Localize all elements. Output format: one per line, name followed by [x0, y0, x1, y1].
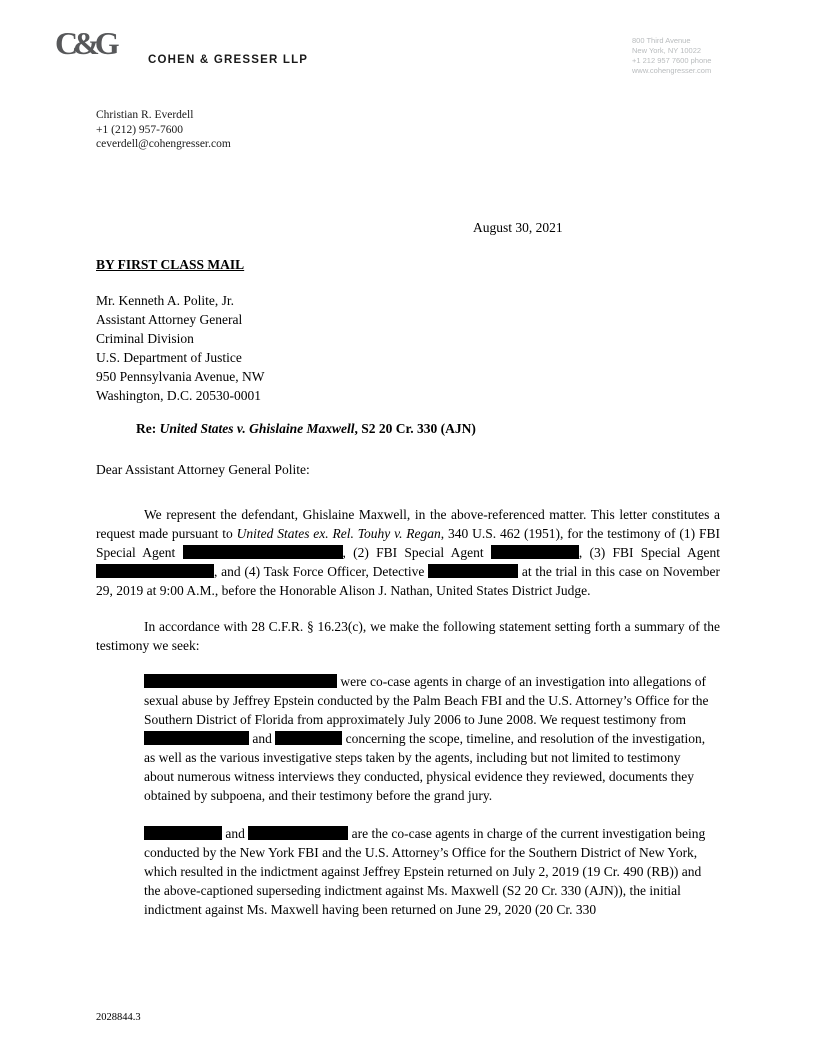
paragraph-text: , 340 U.S. 462 (1951), for the testimony of (1) FBI Special Agent — [96, 526, 720, 560]
paragraph-touhy-request — [96, 505, 720, 600]
paragraph-text: are the co-case agents in charge of the current investigation being conducted by the New York FBI and the U.S. Attorney’s Office for the Southern District of New York, which resulted in the indictment against Jeffrey Epstein returned on July 2, 2019 (19 Cr. 490 (RB)) and the above-captioned superseding indictment against Ms. Maxwell (S2 20 Cr. 330 (AJN)), the initial indictment against Ms. Maxwell having been returned on June 29, 2020 (20 Cr. 330 — [144, 826, 706, 917]
paragraph-text: , and (4) Task Force Officer, Detective — [214, 564, 429, 579]
testimony-summary-1 — [144, 672, 712, 805]
document-number: 2028844.3 — [96, 1012, 141, 1023]
redaction-box — [428, 564, 518, 578]
re-label: Re: — [136, 421, 157, 436]
paragraph-text: and — [249, 731, 276, 746]
redaction-box — [491, 545, 579, 559]
testimony-summary-2 — [144, 824, 712, 919]
attorney-name: Christian R. Everdell — [96, 109, 194, 121]
recipient-line: Assistant Attorney General — [96, 312, 243, 327]
firm-name: COHEN & GRESSER LLP — [148, 54, 309, 66]
re-line — [136, 419, 720, 438]
recipient-line: U.S. Department of Justice — [96, 350, 242, 365]
paragraph-text: concerning the scope, timeline, and resolution of the investigation, as well as the various investigative steps taken by the agents, including but not limited to testimony about numerous witness interviews they conducted, physical evidence they reviewed, documents they obtained by subpoena, and their testimony before the grand jury. — [144, 731, 706, 803]
redaction-box — [144, 731, 249, 745]
redaction-box — [144, 826, 222, 840]
letter-date: August 30, 2021 — [473, 220, 563, 235]
firm-address-line: New York, NY 10022 — [632, 46, 702, 55]
letter-body — [96, 218, 720, 919]
recipient-line: Mr. Kenneth A. Polite, Jr. — [96, 293, 234, 308]
recipient-line: Criminal Division — [96, 331, 194, 346]
firm-address-line: 800 Third Avenue — [632, 36, 691, 45]
attorney-contact-block — [96, 108, 231, 152]
recipient-line: 950 Pennsylvania Avenue, NW — [96, 369, 265, 384]
redaction-box — [275, 731, 342, 745]
case-number: , S2 20 Cr. 330 (AJN) — [354, 421, 476, 436]
paragraph-text: , (3) FBI Special Agent — [578, 545, 721, 560]
case-name: United States v. Ghislaine Maxwell — [159, 421, 355, 436]
paragraph-text: were co-case agents in charge of an investigation into allegations of sexual abuse by Jeffrey Epstein conducted by the Palm Beach FBI and the U.S. Attorney’s Office for the Southern District of Florida from approximately July 2006 to June 2008. We request testimony from — [144, 674, 709, 727]
firm-address-block — [632, 36, 711, 76]
attorney-phone: +1 (212) 957-7600 — [96, 123, 183, 136]
paragraph-cfr-statement — [96, 617, 720, 655]
paragraph-text: In accordance with 28 C.F.R. § 16.23(c), we make the following statement setting forth a summary of the testimony we seek: — [96, 619, 720, 653]
paragraph-text: We represent the defendant, Ghislaine Maxwell, in the above-referenced matter. This letter constitutes a request made pursuant to — [96, 507, 720, 541]
redaction-box — [248, 826, 348, 840]
paragraph-text: at the trial in this case on November 29, 2019 at 9:00 A.M., before the Honorable Alison J. Nathan, United States District Judge. — [96, 564, 720, 598]
attorney-email: ceverdell@cohengresser.com — [96, 138, 231, 150]
redaction-box — [96, 564, 214, 578]
firm-phone-line: +1 212 957 7600 phone — [632, 56, 712, 65]
paragraph-text: , (2) FBI Special Agent — [342, 545, 491, 560]
redaction-box — [183, 545, 343, 559]
salutation: Dear Assistant Attorney General Polite: — [96, 462, 310, 477]
paragraph-text: and — [222, 826, 249, 841]
firm-logo: C&G — [55, 25, 115, 61]
firm-website: www.cohengresser.com — [632, 66, 712, 75]
redaction-box — [144, 674, 337, 688]
recipient-line: Washington, D.C. 20530-0001 — [96, 388, 262, 403]
case-citation: United States ex. Rel. Touhy v. Regan — [236, 526, 441, 541]
recipient-address-block — [96, 291, 720, 405]
delivery-method: BY FIRST CLASS MAIL — [96, 257, 245, 272]
